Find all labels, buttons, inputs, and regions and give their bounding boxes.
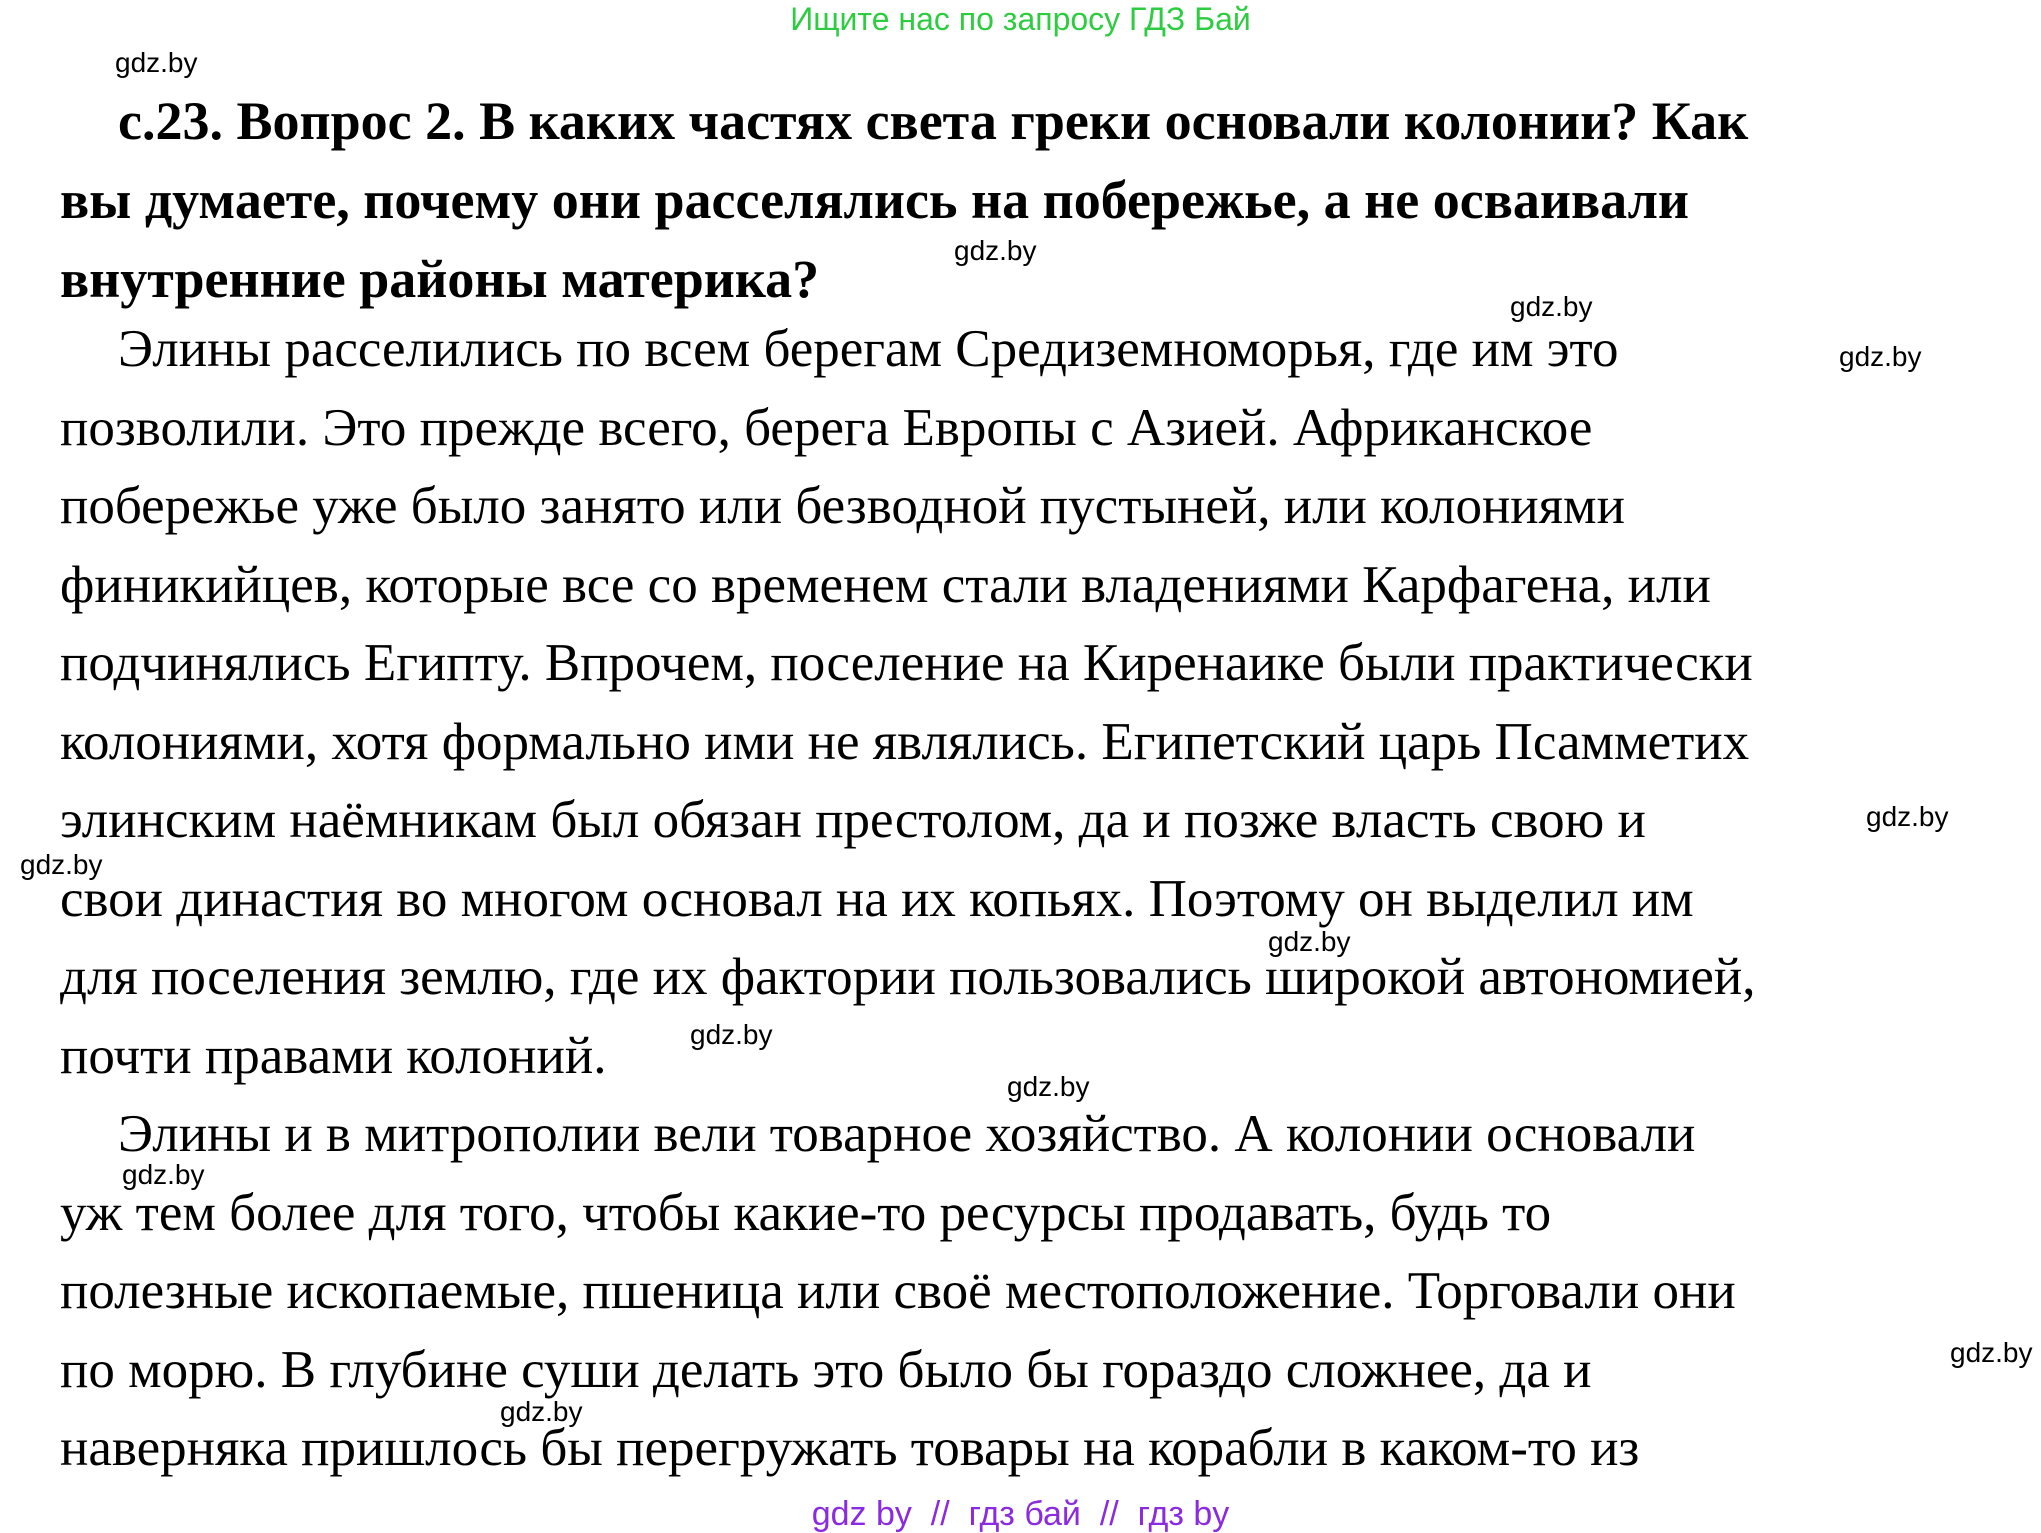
answer-line: свои династия во многом основал на их копьях. Поэтому он выделил им <box>60 869 1694 928</box>
answer-line: Элины и в митрополии вели товарное хозяйство. А колонии основали <box>118 1105 1696 1163</box>
answer-line: элинским наёмникам был обязан престолом, да и позже власть свою и <box>60 791 1646 849</box>
answer-body <box>60 310 2020 1488</box>
watermark: gdz.by <box>1510 291 1593 322</box>
answer-line: позволили. Это прежде всего, берега Европы с Азией. Африканское <box>60 398 1593 457</box>
answer-line: почти правами колоний. <box>60 1026 607 1085</box>
watermark: gdz.by <box>115 47 198 78</box>
footer-links: gdz by // гдз бай // гдз by <box>811 1495 1230 1533</box>
watermark: gdz.by <box>690 1019 773 1050</box>
question-heading <box>60 82 2010 319</box>
question-line: с.23. Вопрос 2. В каких частях света греки основали колонии? Как <box>118 91 1749 151</box>
answer-line: наверняка пришлось бы перегружать товары на корабли в каком-то из <box>60 1419 1640 1477</box>
answer-line: по морю. В глубине суши делать это было бы гораздо сложнее, да и <box>60 1340 1592 1399</box>
answer-line: для поселения землю, где их фактории пользовались широкой автономией, <box>60 948 1756 1006</box>
watermark: gdz.by <box>1866 801 1949 832</box>
answer-line: уж тем более для того, чтобы какие-то ресурсы продавать, будь то <box>60 1183 1552 1242</box>
answer-line: колониями, хотя формально ими не являлись. Египетский царь Псамметих <box>60 712 1750 771</box>
watermark: gdz.by <box>1268 926 1351 957</box>
watermark: gdz.by <box>1007 1071 1090 1102</box>
watermark: gdz.by <box>122 1159 205 1190</box>
watermark: gdz.by <box>954 235 1037 266</box>
question-line: вы думаете, почему они расселялись на побережье, а не осваивали <box>60 170 1690 230</box>
watermark: gdz.by <box>1950 1337 2033 1368</box>
watermark: gdz.by <box>500 1396 583 1427</box>
question-line: внутренние районы материка? <box>60 249 820 309</box>
watermark: gdz.by <box>20 849 103 880</box>
answer-line: Элины расселились по всем берегам Средиземноморья, где им это <box>118 320 1619 378</box>
answer-line: подчинялись Египту. Впрочем, поселение на Киренаике были практически <box>60 634 1753 692</box>
watermark: gdz.by <box>1839 341 1922 372</box>
top-banner: Ищите нас по запросу ГДЗ Бай <box>790 1 1251 37</box>
answer-line: финикийцев, которые все со временем стали владениями Карфагена, или <box>60 555 1711 614</box>
answer-line: полезные ископаемые, пшеница или своё местоположение. Торговали они <box>60 1262 1736 1320</box>
answer-line: побережье уже было занято или безводной пустыней, или колониями <box>60 477 1625 535</box>
